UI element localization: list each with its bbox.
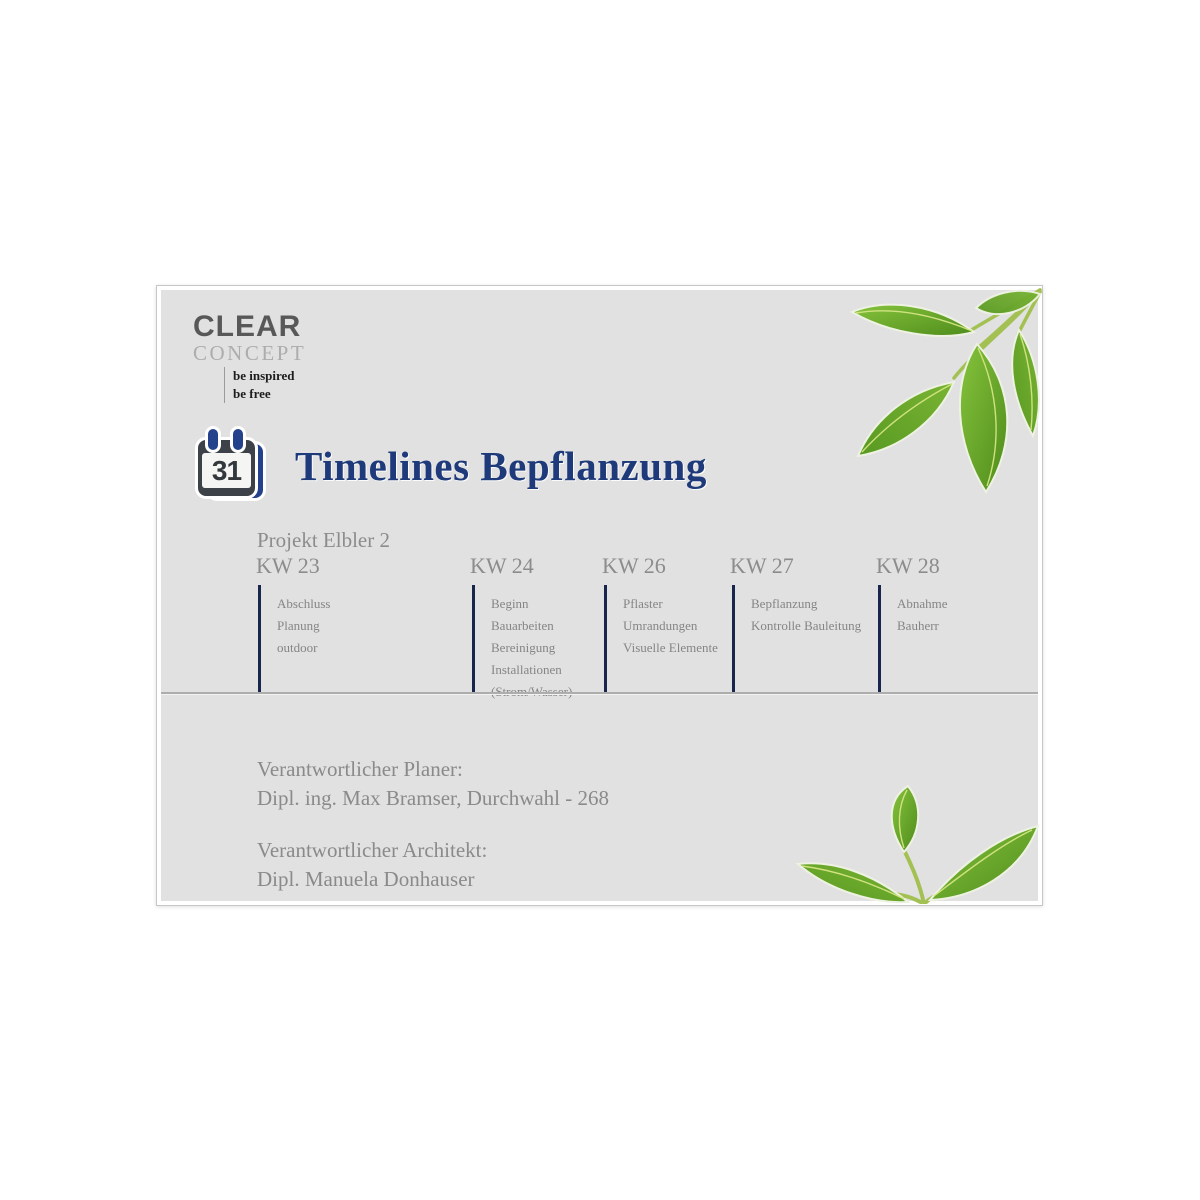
logo [193, 312, 306, 403]
logo-tagline-2: be free [233, 386, 271, 401]
planner-block [257, 755, 609, 813]
milestone-line [472, 585, 475, 692]
milestone-week-label: KW 23 [256, 553, 320, 578]
milestone-item: outdoor [277, 640, 318, 655]
milestone-item: Bauarbeiten [491, 618, 554, 633]
logo-tagline-1: be inspired [233, 368, 295, 383]
milestone-item: Installationen [491, 662, 562, 677]
milestone-line [258, 585, 261, 692]
leaf-sprout-icon [782, 782, 1040, 904]
milestone-item: Bereinigung [491, 640, 556, 655]
calendar-icon-ring [205, 426, 221, 453]
milestone-line [604, 585, 607, 692]
logo-tagline [224, 367, 306, 403]
milestone-item: Bepflanzung [751, 596, 818, 611]
milestone-item: Pflaster [623, 596, 663, 611]
milestone-item: Abnahme [897, 596, 948, 611]
milestone-line [732, 585, 735, 692]
milestone-items [277, 593, 452, 659]
milestone-item: Umrandungen [623, 618, 698, 633]
planner-label: Verantwortlicher Planer: [257, 757, 463, 781]
logo-subname: CONCEPT [193, 341, 307, 365]
milestone-item: Bauherr [897, 618, 939, 633]
milestone-item: Planung [277, 618, 320, 633]
planner-value: Dipl. ing. Max Bramser, Durchwahl - 268 [257, 786, 610, 810]
milestone-items [897, 593, 1072, 637]
page-title: Timelines Bepflanzung [295, 443, 707, 489]
milestone-item: Kontrolle Bauleitung [751, 618, 862, 633]
slide [156, 285, 1043, 906]
milestone-item: Visuelle Elemente [623, 640, 718, 655]
architect-label: Verantwortlicher Architekt: [257, 838, 488, 862]
architect-value: Dipl. Manuela Donhauser [257, 867, 475, 891]
milestone-kw28 [876, 553, 1076, 633]
milestone-item: Beginn [491, 596, 529, 611]
architect-block [257, 836, 487, 894]
calendar-icon-day: 31 [202, 453, 251, 488]
section-divider [161, 692, 1038, 695]
logo-name: CLEAR [193, 310, 302, 343]
milestone-week-label: KW 24 [470, 553, 534, 578]
project-name: Projekt Elbler 2 [257, 528, 390, 552]
milestone-item: Abschluss [277, 596, 331, 611]
calendar-icon [193, 426, 269, 506]
leaf-branch-icon [826, 286, 1042, 498]
milestone-kw23 [256, 553, 456, 655]
milestone-week-label: KW 26 [602, 553, 666, 578]
milestone-week-label: KW 28 [876, 553, 940, 578]
calendar-icon-ring [230, 426, 246, 453]
milestone-line [878, 585, 881, 692]
milestone-week-label: KW 27 [730, 553, 794, 578]
